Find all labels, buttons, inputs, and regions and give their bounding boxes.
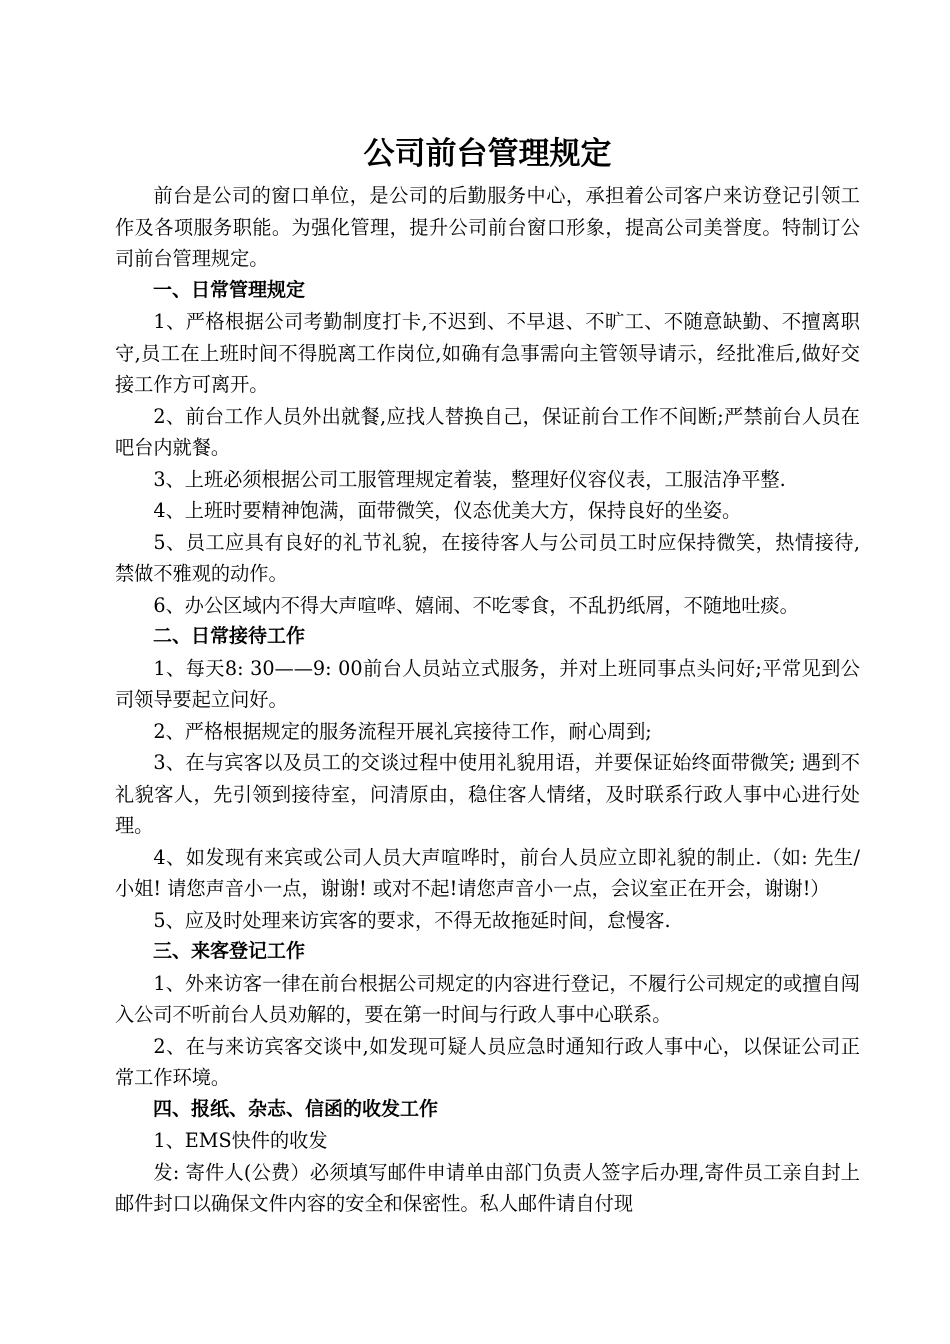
section-visitor-registration xyxy=(115,936,860,1094)
paragraph: 3、在与宾客以及员工的交谈过程中使用礼貌用语，并要保证始终面带微笑; 遇到不礼貌客人，先引领到接待室，问清原由，稳住客人情绪，及时联系行政人事中心进行处理。 xyxy=(115,751,860,837)
paragraph: 5、应及时处理来访宾客的要求，不得无故拖延时间，怠慢客. xyxy=(153,908,671,932)
paragraph: 2、前台工作人员外出就餐,应找人替换自己，保证前台工作不间断;严禁前台人员在吧台内就餐。 xyxy=(115,404,860,459)
section-daily-reception xyxy=(115,621,860,936)
paragraph: 4、上班时要精神饱满，面带微笑，仪态优美大方，保持良好的坐姿。 xyxy=(153,499,742,522)
intro-paragraph: 前台是公司的窗口单位，是公司的后勤服务中心，承担着公司客户来访登记引领工作及各项服务职能。为强化管理，提升公司前台窗口形象，提高公司美誉度。特制订公司前台管理规定。 xyxy=(115,184,860,270)
paragraph: 发: 寄件人(公费）必须填写邮件申请单由部门负责人签字后办理,寄件员工亲自封上邮件封口以确保文件内容的安全和保密性。私人邮件请自付现 xyxy=(115,1160,860,1215)
section-heading: 一、日常管理规定 xyxy=(153,278,306,301)
paragraph: 3、上班必须根据公司工服管理规定着装，整理好仪容仪表，工服洁净平整. xyxy=(153,467,786,491)
paragraph: 6、办公区域内不得大声喧哗、嬉闹、不吃零食，不乱扔纸屑，不随地吐痰。 xyxy=(153,593,799,617)
paragraph: 1、EMS快件的收发 xyxy=(153,1129,328,1152)
section-mail-handling xyxy=(115,1094,860,1220)
section-heading: 二、日常接待工作 xyxy=(153,625,306,647)
paragraph: 4、如发现有来宾或公司人员大声喧哗时，前台人员应立即礼貌的制止.（如: 先生/小姐! 请您声音小一点，谢谢! 或对不起!请您声音小一点，会议室正在开会，谢谢!） xyxy=(115,845,860,900)
section-heading: 三、来客登记工作 xyxy=(153,940,306,962)
section-daily-management xyxy=(115,275,860,622)
document-title: 公司前台管理规定 xyxy=(363,136,612,172)
paragraph: 1、外来访客一律在前台根据公司规定的内容进行登记，不履行公司规定的或擅自闯入公司不听前台人员劝解的，要在第一时间与行政人事中心联系。 xyxy=(115,971,860,1026)
document-body xyxy=(115,128,860,1220)
paragraph: 2、在与来访宾客交谈中,如发现可疑人员应急时通知行政人事中心，以保证公司正常工作环境。 xyxy=(115,1034,860,1089)
section-heading: 四、报纸、杂志、信函的收发工作 xyxy=(153,1097,439,1120)
paragraph: 1、严格根据公司考勤制度打卡,不迟到、不早退、不旷工、不随意缺勤、不擅离职守,员工在上班时间不得脱离工作岗位,如确有急事需向主管领导请示，经批准后,做好交接工作方可离开。 xyxy=(115,310,860,396)
paragraph: 1、每天8: 30——9: 00前台人员站立式服务，并对上班同事点头问好;平常见到公司领导要起立问好。 xyxy=(115,656,860,711)
paragraph: 2、严格根据规定的服务流程开展礼宾接待工作，耐心周到; xyxy=(153,719,652,743)
paragraph: 5、员工应具有良好的礼节礼貌，在接待客人与公司员工时应保持微笑，热情接待,禁做不雅观的动作。 xyxy=(115,530,860,585)
